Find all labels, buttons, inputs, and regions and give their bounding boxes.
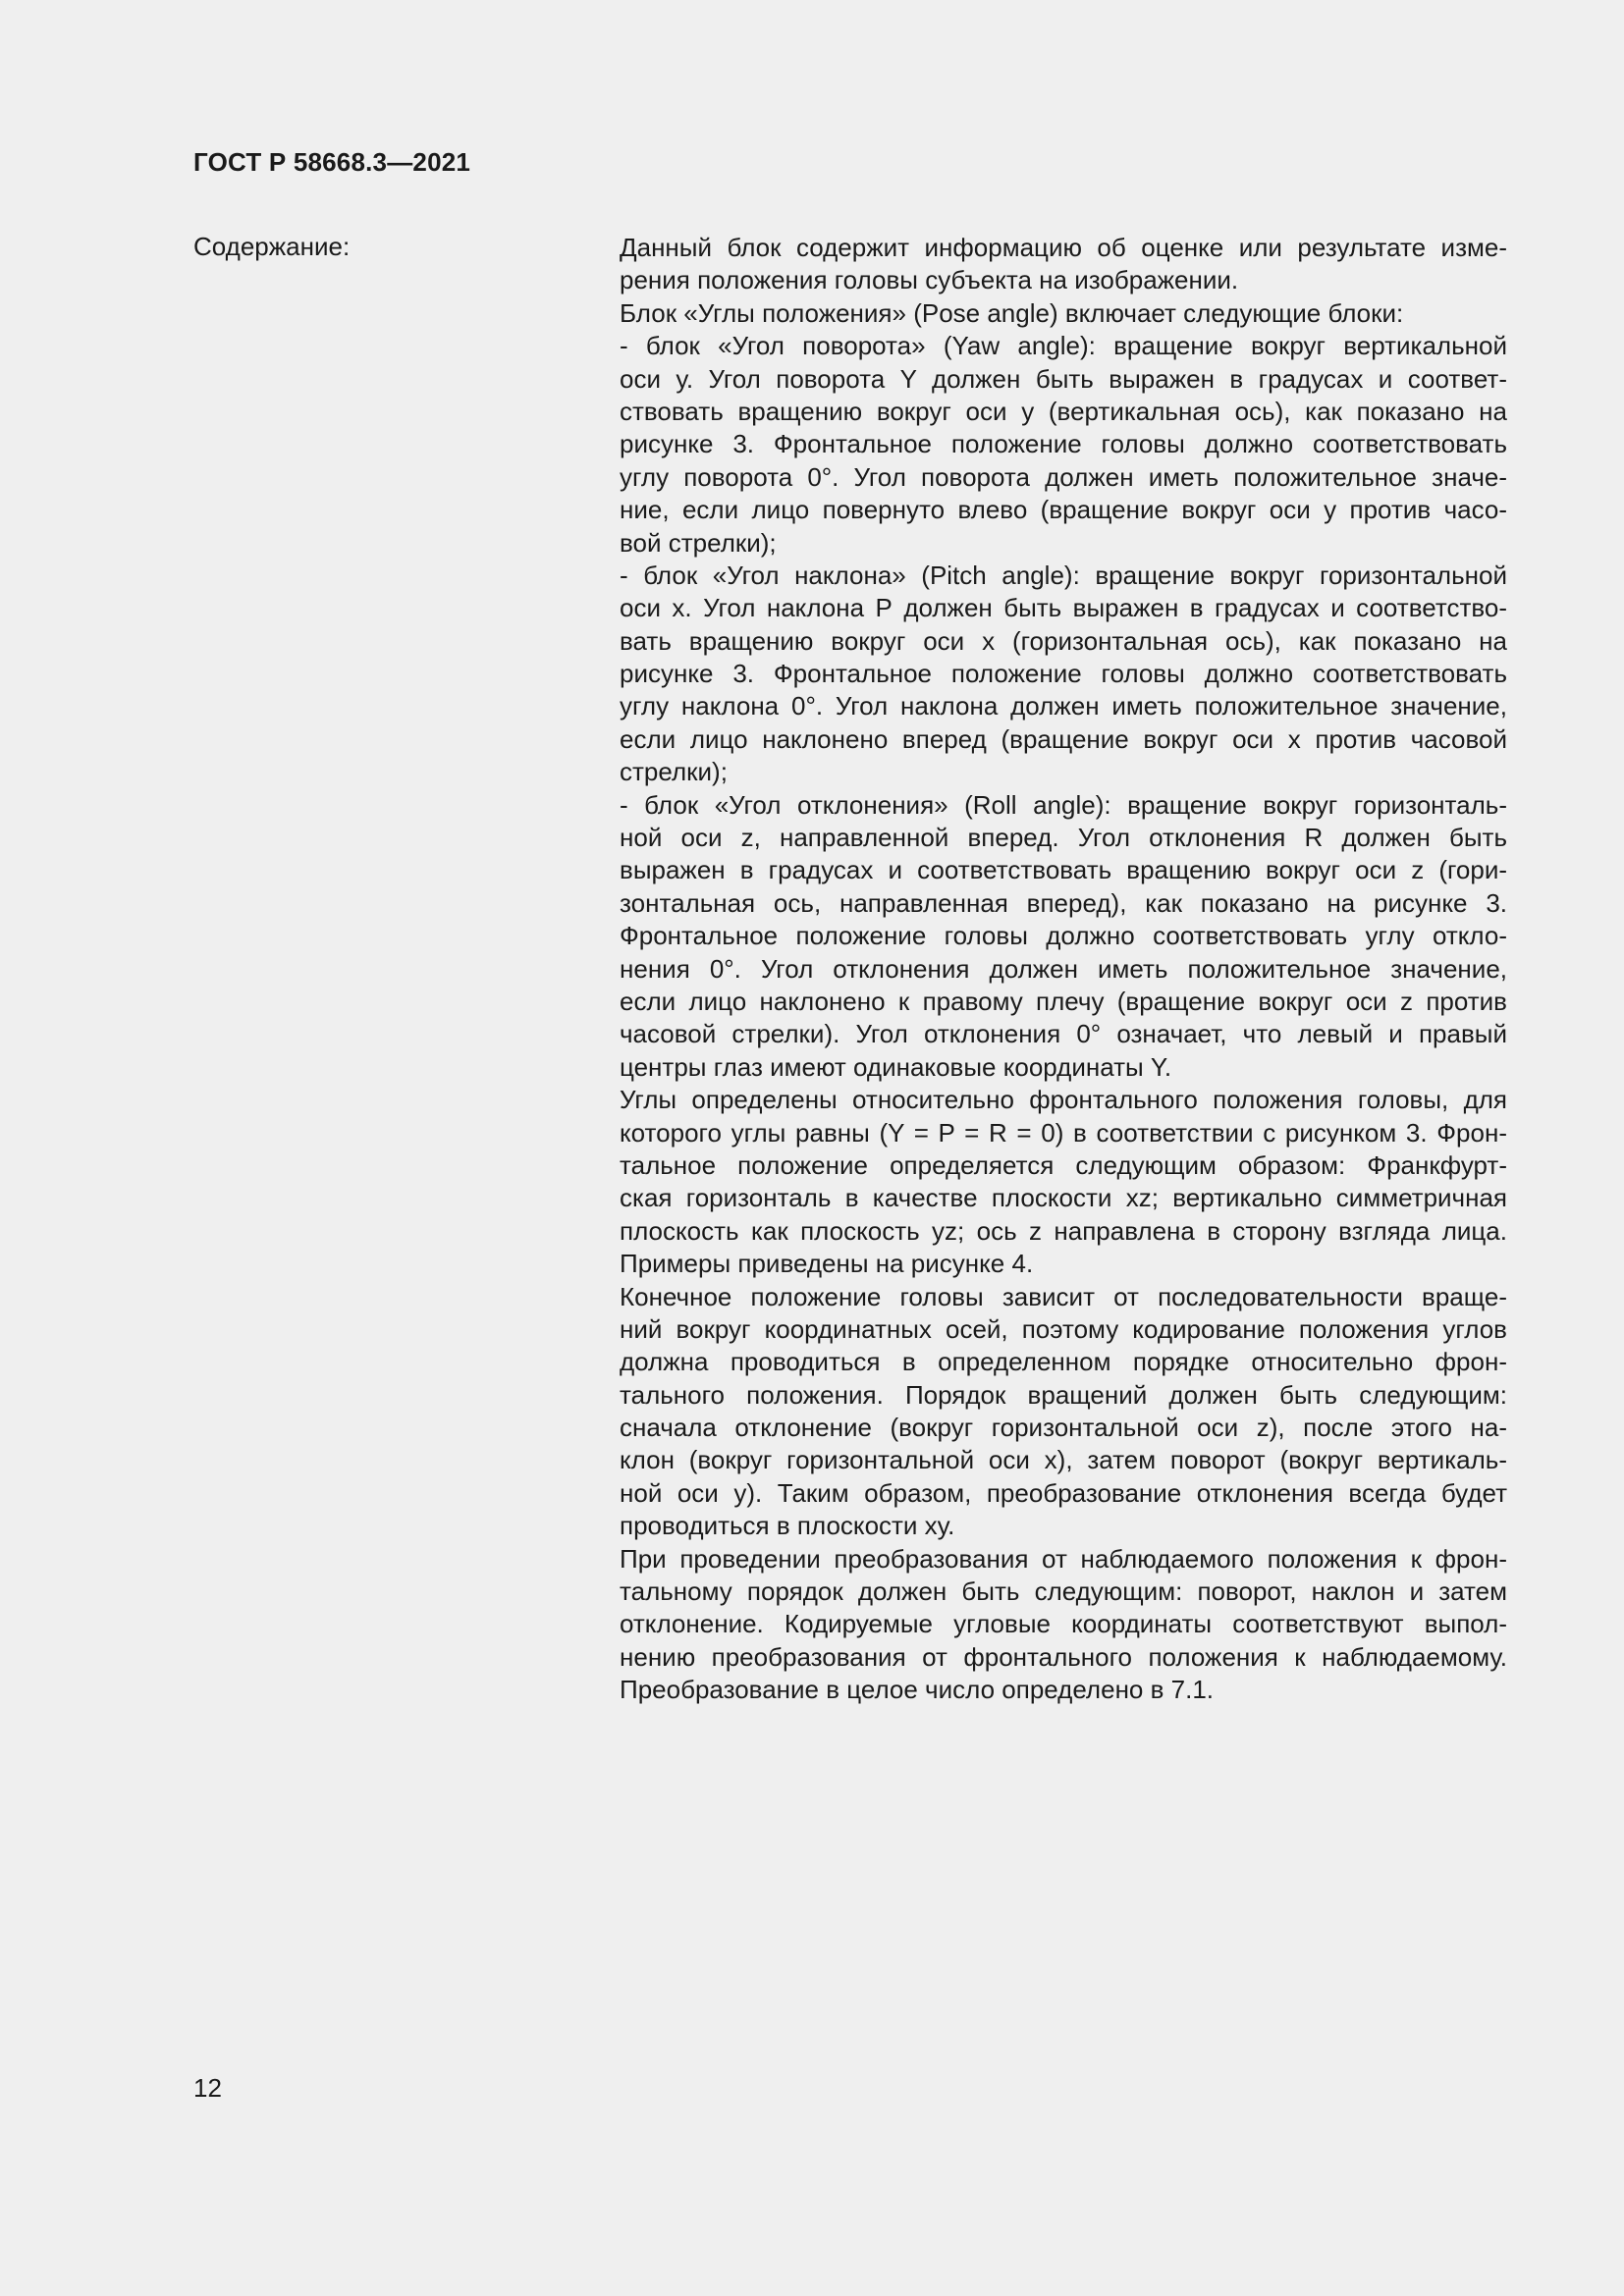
body-line: тальное положение определяется следующим образом: Франкфурт- <box>620 1149 1507 1180</box>
body-line: сначала отклонение (вокруг горизонтальной оси z), после этого на- <box>620 1413 1507 1443</box>
body-line: - блок «Угол поворота» (Yaw angle): вращение вокруг вертикальной <box>620 331 1507 361</box>
body-line: стрелки); <box>620 757 728 787</box>
body-line: тального положения. Порядок вращений должен быть следующим: <box>620 1379 1507 1410</box>
body-line: рисунке 3. Фронтальное положение головы должно соответствовать <box>620 429 1507 459</box>
body-line: которого углы равны (Y = P = R = 0) в соответствии с рисунком 3. Фрон- <box>620 1117 1507 1148</box>
body-line: отклонение. Кодируемые угловые координаты соответствуют выпол- <box>620 1609 1507 1639</box>
body-line: вой стрелки); <box>620 527 777 558</box>
body-line: ной оси z, направленной вперед. Угол отклонения R должен быть <box>620 823 1507 853</box>
body-line: ний вокруг координатных осей, поэтому кодирование положения углов <box>620 1313 1507 1344</box>
body-line: вать вращению вокруг оси х (горизонтальная ось), как показано на <box>620 625 1507 656</box>
body-line: если лицо наклонено к правому плечу (вращение вокруг оси z против <box>620 986 1507 1016</box>
section-label: Содержание: <box>193 232 351 261</box>
body-line: рения положения головы субъекта на изображении. <box>620 265 1239 295</box>
body-line: - блок «Угол наклона» (Pitch angle): вращение вокруг горизонтальной <box>620 560 1507 590</box>
body-line: Преобразование в целое число определено в 7.1. <box>620 1675 1215 1705</box>
standard-header: ГОСТ Р 58668.3—2021 <box>193 147 471 177</box>
body-line: выражен в градусах и соответствовать вращению вокруг оси z (гори- <box>620 855 1507 885</box>
body-line: углу наклона 0°. Угол наклона должен иметь положительное значение, <box>620 691 1507 721</box>
body-line: плоскость как плоскость yz; ось z направлена в сторону взгляда лица. <box>620 1215 1507 1246</box>
body-line: оси у. Угол поворота Y должен быть выражен в градусах и соответ- <box>620 363 1507 394</box>
body-line: нения 0°. Угол отклонения должен иметь положительное значение, <box>620 953 1507 984</box>
body-line: нению преобразования от фронтального положения к наблюдаемому. <box>620 1641 1507 1672</box>
body-line: Блок «Углы положения» (Pose angle) включает следующие блоки: <box>620 297 1404 328</box>
body-line: центры глаз имеют одинаковые координаты Y. <box>620 1051 1172 1082</box>
body-line: клон (вокруг горизонтальной оси х), затем поворот (вокруг вертикаль- <box>620 1445 1507 1475</box>
body-line: - блок «Угол отклонения» (Roll angle): вращение вокруг горизонталь- <box>620 789 1507 820</box>
body-line: если лицо наклонено вперед (вращение вокруг оси х против часовой <box>620 723 1507 754</box>
body-line: ной оси у). Таким образом, преобразование отклонения всегда будет <box>620 1477 1507 1508</box>
section-body-text <box>620 232 1507 1707</box>
body-line: ская горизонталь в качестве плоскости xz; вертикально симметричная <box>620 1183 1507 1213</box>
body-line: Данный блок содержит информацию об оценке или результате изме- <box>620 233 1507 262</box>
body-line: зонтальная ось, направленная вперед), как показано на рисунке 3. <box>620 887 1507 918</box>
body-line: Углы определены относительно фронтального положения головы, для <box>620 1085 1507 1115</box>
body-line: Фронтальное положение головы должно соответствовать углу откло- <box>620 921 1507 951</box>
body-line: ние, если лицо повернуто влево (вращение вокруг оси у против часо- <box>620 495 1507 525</box>
body-line: тальному порядок должен быть следующим: поворот, наклон и затем <box>620 1576 1507 1607</box>
body-line: рисунке 3. Фронтальное положение головы должно соответствовать <box>620 659 1507 689</box>
body-line: При проведении преобразования от наблюдаемого положения к фрон- <box>620 1543 1507 1574</box>
body-line: часовой стрелки). Угол отклонения 0° означает, что левый и правый <box>620 1019 1507 1049</box>
body-line: ствовать вращению вокруг оси у (вертикальная ось), как показано на <box>620 396 1507 426</box>
body-line: Примеры приведены на рисунке 4. <box>620 1249 1034 1279</box>
body-line: Конечное положение головы зависит от последовательности враще- <box>620 1281 1507 1311</box>
page-number: 12 <box>193 2073 222 2103</box>
body-line: проводиться в плоскости ху. <box>620 1511 955 1541</box>
body-line: углу поворота 0°. Угол поворота должен иметь положительное значе- <box>620 461 1507 492</box>
body-line: должна проводиться в определенном порядке относительно фрон- <box>620 1347 1507 1377</box>
body-line: оси х. Угол наклона Р должен быть выражен в градусах и соответство- <box>620 593 1507 623</box>
